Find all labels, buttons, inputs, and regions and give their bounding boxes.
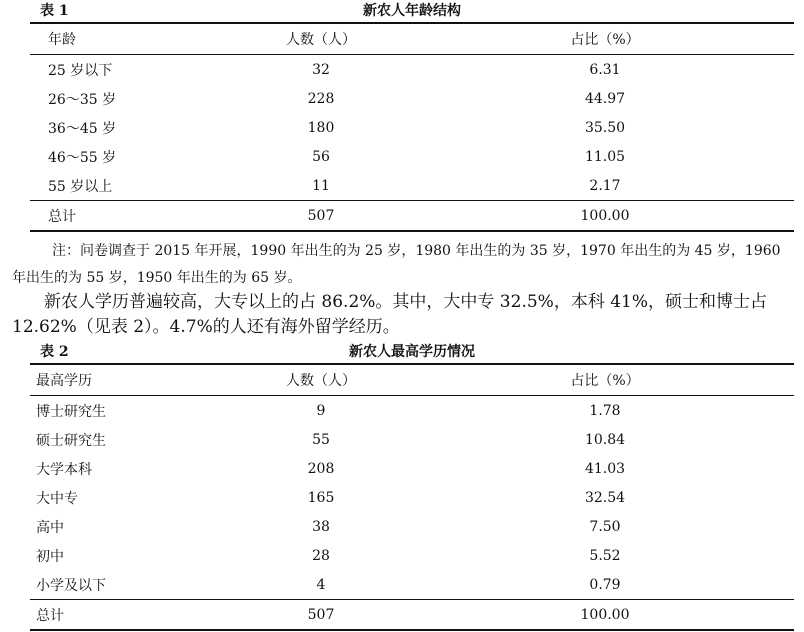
table-cell: 11 (312, 177, 330, 194)
table-cell: 25 岁以下 (48, 62, 113, 79)
table-cell: 507 (307, 606, 335, 623)
table-cell: 55 岁以上 (48, 178, 113, 195)
table-cell: 41.03 (584, 460, 626, 477)
table-cell: 165 (307, 489, 335, 506)
table-cell: 9 (316, 402, 326, 419)
table2-total-row (30, 600, 794, 631)
table1-age-structure (30, 22, 794, 232)
table1-note: 注：问卷调查于 2015 年开展，1990 年出生的为 25 岁，1980 年出生的为 35 岁，1970 年出生的为 45 岁，1960 年出生的为 55 岁，1950 年出生的为 65 岁。 (12, 243, 781, 286)
table-cell: 44.97 (584, 90, 626, 107)
table-cell: 初中 (36, 548, 64, 565)
table-cell: 5.52 (589, 547, 621, 564)
table-row (30, 454, 794, 483)
table-cell: 32.54 (584, 489, 626, 506)
table1-number: 表 1 (40, 3, 69, 19)
table-cell: 100.00 (580, 606, 630, 623)
table-cell: 228 (307, 90, 335, 107)
table-row (30, 512, 794, 541)
table1-header-cell: 占比（%） (570, 32, 640, 48)
table2-header-cell: 人数（人） (286, 373, 356, 389)
table-cell: 总计 (48, 208, 76, 225)
table-row (30, 142, 794, 171)
table-cell: 6.31 (589, 61, 621, 78)
table2-number: 表 2 (40, 344, 69, 360)
table-cell: 7.50 (589, 518, 621, 535)
table-row (30, 425, 794, 454)
table1-header-cell: 年龄 (48, 32, 76, 48)
table-cell: 26～35 岁 (48, 91, 117, 108)
table1-total-row (30, 201, 794, 232)
table-cell: 36～45 岁 (48, 120, 117, 137)
table-cell: 10.84 (584, 431, 626, 448)
table-row (30, 84, 794, 113)
table-row (30, 570, 794, 600)
table-cell: 35.50 (584, 119, 626, 136)
table1-title: 新农人年龄结构 (363, 3, 461, 19)
table-cell: 2.17 (589, 177, 621, 194)
table-row (30, 483, 794, 512)
table2-caption (30, 341, 794, 361)
table-cell: 507 (307, 207, 335, 224)
table1-caption (30, 0, 794, 20)
table-cell: 11.05 (584, 148, 626, 165)
table2-title: 新农人最高学历情况 (349, 344, 475, 360)
table2-header-row (30, 364, 794, 396)
table-cell: 56 (312, 148, 330, 165)
table1-header-cell: 人数（人） (286, 32, 356, 48)
table-cell: 总计 (36, 607, 64, 624)
table-cell: 46～55 岁 (48, 149, 117, 166)
table-cell: 0.79 (589, 576, 621, 593)
table-cell: 高中 (36, 519, 64, 536)
table-cell: 1.78 (589, 402, 621, 419)
table-cell: 博士研究生 (36, 403, 106, 420)
table-cell: 28 (312, 547, 330, 564)
body-paragraph: 新农人学历普遍较高，大专以上的占 86.2%。其中，大中专 32.5%，本科 41%，硕士和博士占 12.62%（见表 2）。4.7%的人还有海外留学经历。 (12, 292, 768, 337)
table-row (30, 396, 794, 426)
table-row (30, 171, 794, 201)
table-cell: 100.00 (580, 207, 630, 224)
table-cell: 32 (312, 61, 330, 78)
table-cell: 38 (312, 518, 330, 535)
table-cell: 55 (312, 431, 330, 448)
table-cell: 硕士研究生 (36, 432, 106, 449)
table-cell: 180 (307, 119, 335, 136)
table-row (30, 541, 794, 570)
table-cell: 4 (316, 576, 326, 593)
table2-education-level (30, 363, 794, 631)
table-row (30, 113, 794, 142)
table-cell: 大学本科 (36, 461, 92, 478)
table-cell: 208 (307, 460, 335, 477)
table-cell: 小学及以下 (36, 577, 106, 594)
table-cell: 大中专 (36, 490, 78, 507)
table2-header-cell: 占比（%） (570, 373, 640, 389)
table2-header-cell: 最高学历 (36, 373, 92, 389)
table-row (30, 55, 794, 85)
table1-header-row (30, 23, 794, 55)
